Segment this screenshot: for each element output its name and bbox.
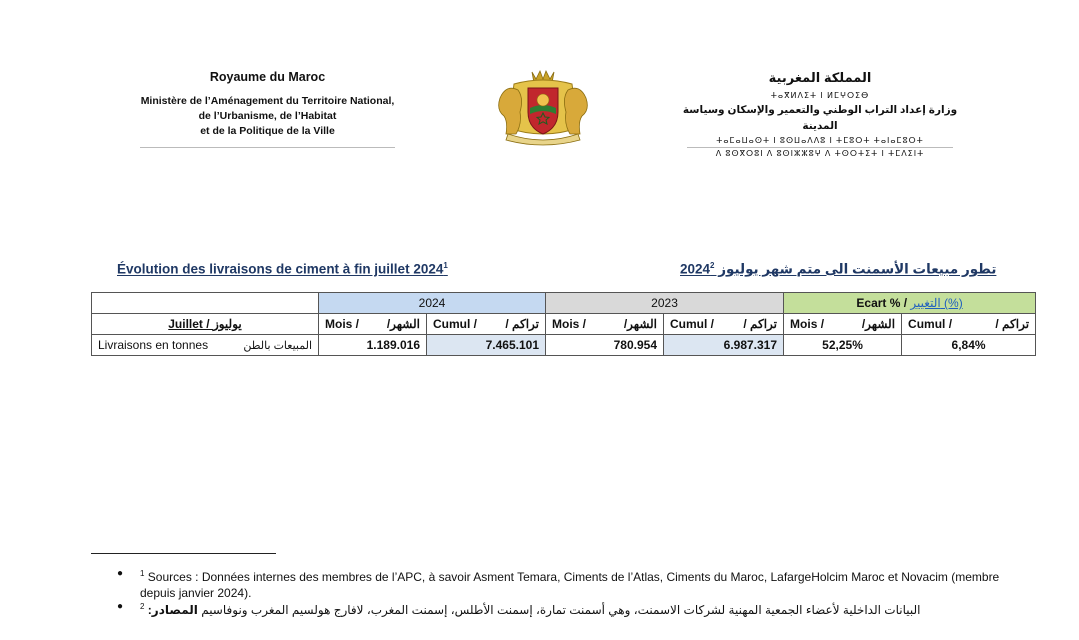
mois-2023-value: 780.954 [546, 335, 664, 356]
mois-2023-header [546, 314, 664, 335]
cumul-fr: Cumul / [908, 317, 953, 331]
cumul-ar: تراكم / [995, 317, 1030, 331]
title-ar-text: تطور مبيعات الأسمنت الى متم شهر يوليوز 2024 [680, 261, 997, 277]
mois-ar: الشهر/ [386, 317, 420, 331]
ecart-header-fr: Ecart % / [856, 296, 911, 310]
footnote-1 [117, 566, 1020, 601]
cumul-fr: Cumul / [670, 317, 715, 331]
cumul-2024-value: 7.465.101 [427, 335, 546, 356]
title-fr-note: 1 [443, 261, 448, 270]
header-right-divider [687, 147, 953, 148]
title-ar [680, 261, 996, 278]
header-right [665, 70, 975, 160]
ministry-tifinagh-1: ⵜⴰⵎⴰⵡⴰⵙⵜ ⵏ ⵓⵙⵡⴰⴷⴷⵓ ⵏ ⵜⵎⵓⵔⵜ ⵜⴰⵏⴰⵎⵓⵔⵜ [716, 136, 924, 145]
mois-fr: Mois / [790, 317, 825, 331]
title-ar-note: 2 [710, 261, 715, 270]
footnote-1-text: Sources : Données internes des membres de l’APC, à savoir Asment Temara, Ciments de l’Atlas, Ciments du Maroc, LafargeHolcim Maroc et Novacim (membre depuis janvier 2024). [140, 570, 1000, 600]
mois-ar: الشهر/ [861, 317, 896, 331]
table-row-years [92, 293, 1036, 314]
footnote-1-body [120, 566, 1020, 601]
footnote-1-num: 1 [140, 569, 145, 578]
header-left [100, 70, 435, 139]
mois-ar: الشهر/ [623, 317, 658, 331]
mois-fr: Mois / [552, 317, 587, 331]
footnote-2 [117, 599, 1000, 618]
footnote-2-num: 2 [140, 602, 145, 611]
cumul-fr: Cumul / [433, 317, 477, 331]
period-label: Juillet / يوليوز [92, 314, 319, 335]
footnote-2-label: المصادر: [147, 603, 198, 617]
ministry-line-2: de l’Urbanisme, de l’Habitat [198, 110, 337, 122]
mois-ecart-header [784, 314, 902, 335]
kingdom-tifinagh: ⵜⴰⴳⵍⴷⵉⵜ ⵏ ⵍⵎⵖⵔⵉⴱ [770, 91, 870, 100]
ecart-header [784, 293, 1036, 314]
moroccan-coat-of-arms-icon [494, 68, 592, 146]
ministry-ar: وزارة إعداد التراب الوطني والتعمير والإسكان وسياسة المدينة [682, 104, 958, 132]
cumul-2024-header [427, 314, 546, 335]
cumul-ecart-header [902, 314, 1036, 335]
cumul-2023-value: 6.987.317 [664, 335, 784, 356]
empty-corner-cell [92, 293, 319, 314]
cumul-ar: تراكم / [743, 317, 778, 331]
title-fr-text: Évolution des livraisons de ciment à fin juillet 2024 [117, 261, 444, 277]
kingdom-ar: المملكة المغربية [768, 70, 872, 85]
year-2023-header: 2023 [546, 293, 784, 314]
title-fr [117, 261, 448, 277]
row-label-ar: المبيعات بالطن [243, 340, 312, 352]
table-row [92, 335, 1036, 356]
year-2024-header: 2024 [319, 293, 546, 314]
bullet-icon: ● [117, 601, 124, 612]
ecart-header-ar: التغيير (%) [910, 296, 963, 310]
mois-ecart-value: 52,25% [784, 335, 902, 356]
row-label [92, 335, 319, 356]
mois-2024-header [319, 314, 427, 335]
footnote-2-text: البيانات الداخلية لأعضاء الجمعية المهنية لشركات الاسمنت، وهي أسمنت تمارة، إسمنت الأطلس، إسمنت المغرب، لافارج هولسيم المغرب ونوفاسيم [201, 603, 921, 617]
footnote-divider [91, 553, 276, 554]
bullet-icon: ● [117, 568, 124, 579]
footnote-2-body [120, 599, 1000, 618]
mois-2024-value: 1.189.016 [319, 335, 427, 356]
ministry-line-3: et de la Politique de la Ville [200, 125, 335, 137]
cumul-ar: تراكم / [505, 317, 540, 331]
header-left-divider [140, 147, 395, 148]
row-label-fr: Livraisons en tonnes [98, 338, 209, 352]
cumul-ecart-value: 6,84% [902, 335, 1036, 356]
ministry-line-1: Ministère de l’Aménagement du Territoire National, [140, 95, 395, 107]
ministry-tifinagh-2: ⴷ ⵓⵙⴳⵔⵓⵏ ⴷ ⵓⵙⵏⵣⵣⵓⵖ ⴷ ⵜⵙⵔⵜⵉⵜ ⵏ ⵜⵎⴷⵉⵏⵜ [715, 149, 925, 158]
table-row-subheaders [92, 314, 1036, 335]
kingdom-fr: Royaume du Maroc [209, 70, 326, 84]
mois-fr: Mois / [325, 317, 360, 331]
cumul-2023-header [664, 314, 784, 335]
cement-deliveries-table [91, 292, 1036, 356]
